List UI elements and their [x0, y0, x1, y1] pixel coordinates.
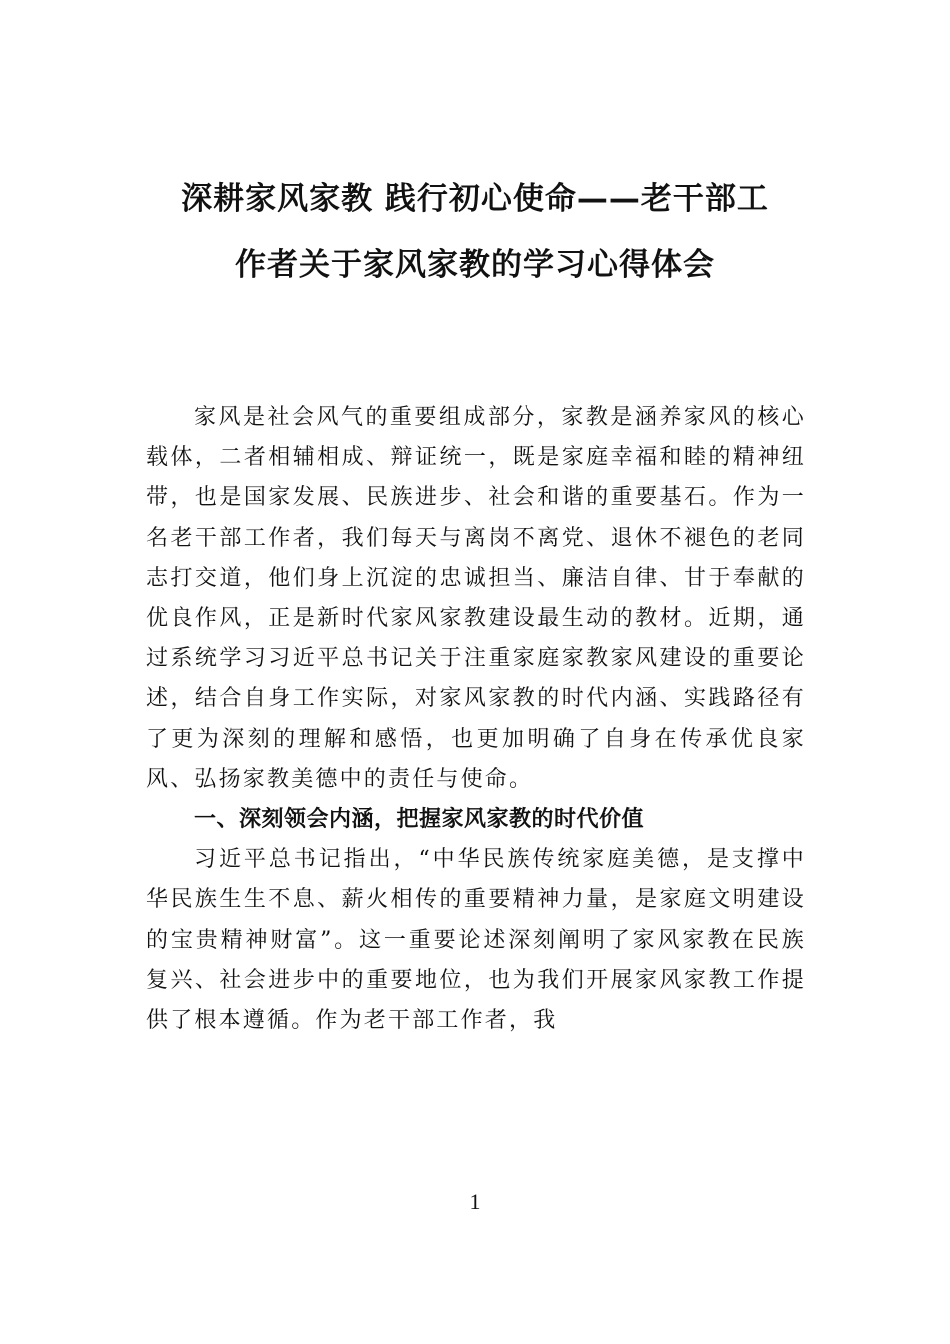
title-line-1: 深耕家风家教 践行初心使命——老干部工 — [181, 181, 769, 217]
document-title — [120, 166, 830, 298]
document-body — [146, 398, 806, 1041]
page-number: 1 — [469, 1189, 481, 1214]
section-heading: 一、深刻领会内涵，把握家风家教的时代价值 — [194, 807, 645, 833]
section-paragraph: 习近平总书记指出，“中华民族传统家庭美德，是支撑中华民族生生不息、薪火相传的重要精神力量，是家庭文明建设的宝贵精神财富”。这一重要论述深刻阐明了家风家教在民族复兴、社会进步中的重要地位，也为我们开展家风家教工作提供了根本遵循。作为老干部工作者，我 — [146, 847, 806, 1034]
intro-paragraph: 家风是社会风气的重要组成部分，家教是涵养家风的核心载体，二者相辅相成、辩证统一，既是家庭幸福和睦的精神纽带，也是国家发展、民族进步、社会和谐的重要基石。作为一名老干部工作者，我们每天与离岗不离党、退休不褪色的老同志打交道，他们身上沉淀的忠诚担当、廉洁自律、甘于奉献的优良作风，正是新时代家风家教建设最生动的教材。近期，通过系统学习习近平总书记关于注重家庭家教家风建设的重要论述，结合自身工作实际，对家风家教的时代内涵、实践路径有了更为深刻的理解和感悟，也更加明确了自身在传承优良家风、弘扬家教美德中的责任与使命。 — [146, 405, 806, 792]
title-line-2: 作者关于家风家教的学习心得体会 — [235, 247, 715, 283]
